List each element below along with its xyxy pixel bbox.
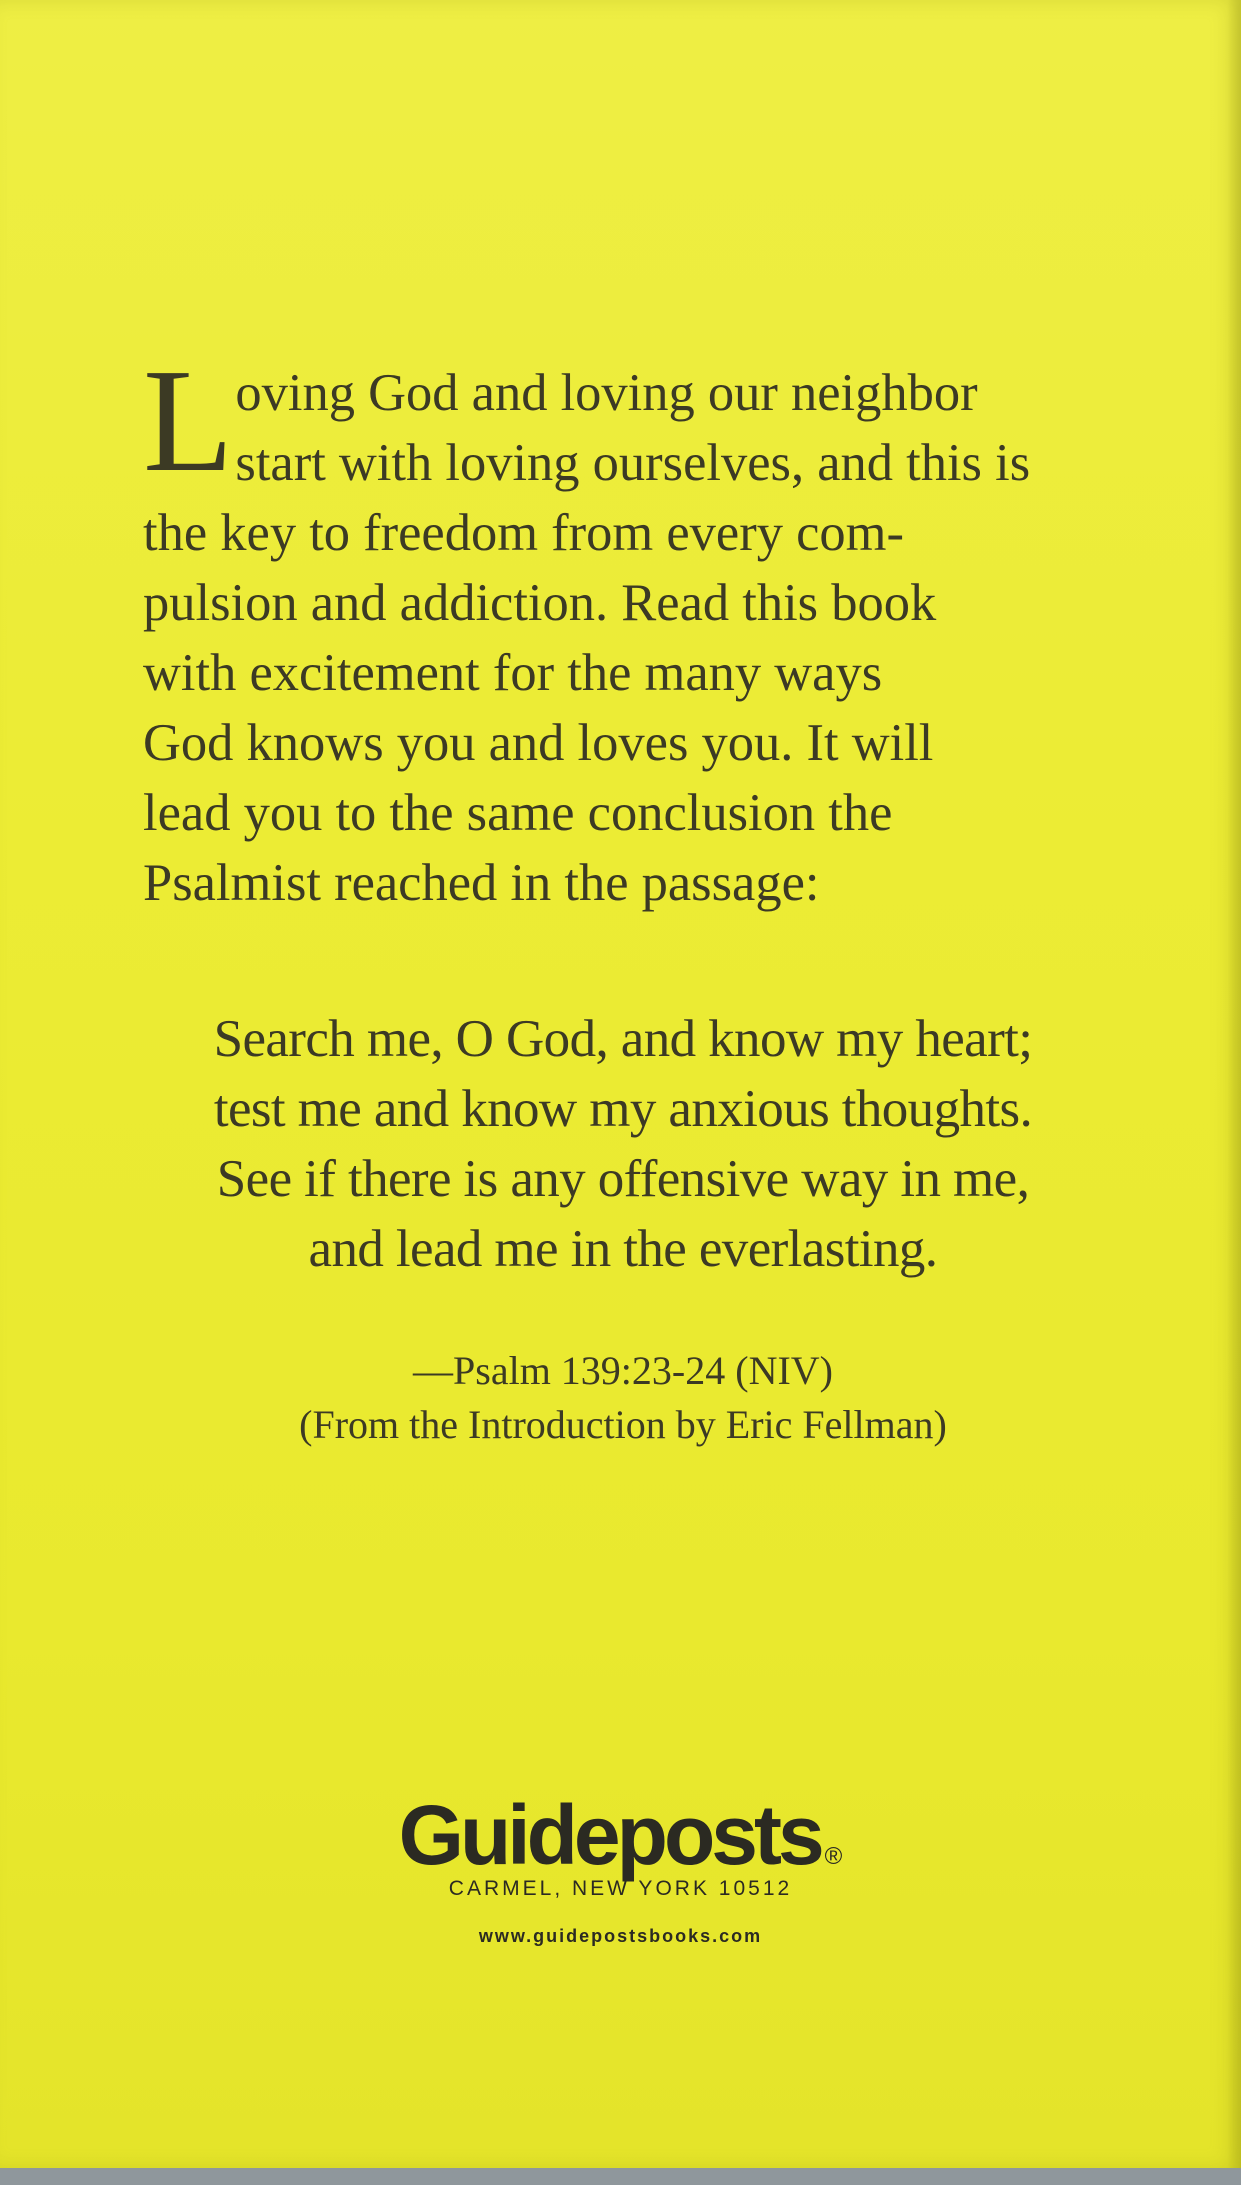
passage-line-3: the key to freedom from every com-: [143, 504, 904, 562]
citation-source: (From the Introduction by Eric Fellman): [299, 1402, 947, 1447]
passage-line-1: oving God and loving our neighbor: [235, 364, 978, 422]
intro-passage: [143, 339, 1107, 918]
citation-block: [120, 1344, 1126, 1452]
verse-reference: —Psalm 139:23-24 (NIV): [413, 1348, 833, 1393]
passage-line-7: lead you to the same conclusion the: [143, 784, 893, 842]
verse-line-4: and lead me in the everlasting.: [308, 1220, 938, 1278]
passage-line-6: God knows you and loves you. It will: [143, 714, 934, 772]
psalm-verse: [120, 1004, 1126, 1284]
drop-cap-letter: L: [143, 339, 234, 503]
registered-mark: ®: [824, 1843, 843, 1870]
passage-line-2: start with loving ourselves, and this is: [235, 434, 1031, 492]
passage-line-8: Psalmist reached in the passage:: [143, 854, 820, 912]
verse-line-1: Search me, O God, and know my heart;: [213, 1010, 1033, 1068]
passage-line-5: with excitement for the many ways: [143, 644, 883, 702]
verse-line-2: test me and know my anxious thoughts.: [213, 1080, 1033, 1138]
passage-line-4: pulsion and addiction. Read this book: [143, 574, 937, 632]
verse-line-3: See if there is any offensive way in me,: [216, 1150, 1030, 1208]
publisher-name: Guideposts: [398, 1788, 821, 1882]
scan-bottom-edge: [0, 2168, 1241, 2185]
publisher-website: www.guidepostsbooks.com: [478, 1926, 763, 1946]
publisher-address: CARMEL, NEW YORK 10512: [448, 1877, 793, 1900]
